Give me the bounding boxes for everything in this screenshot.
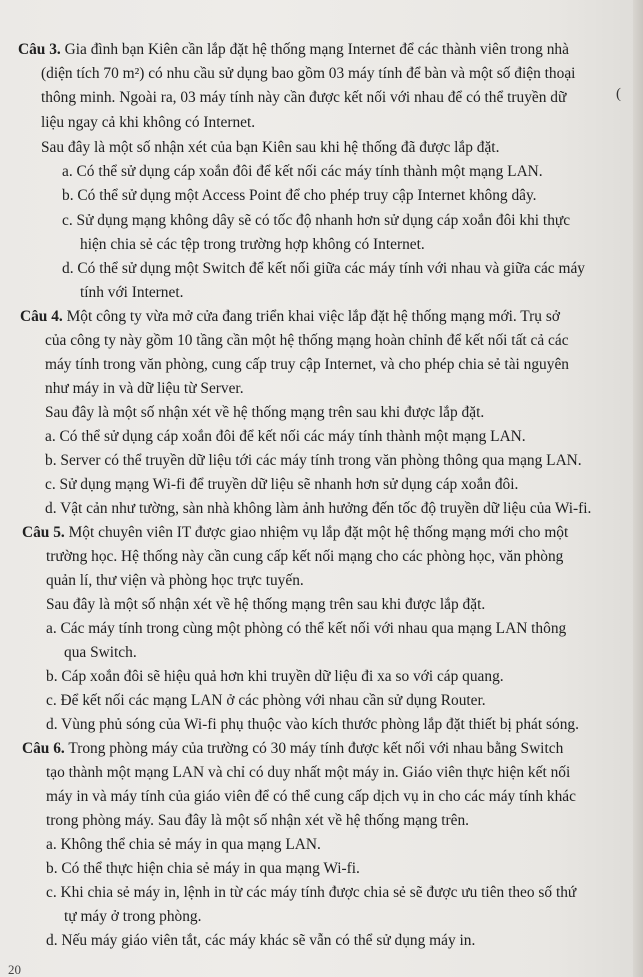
- q3-option-d: d. Có thể sử dụng một Switch để kết nối giữa các máy tính với nhau và giữa các máy: [62, 260, 585, 277]
- q5-option-c: c. Để kết nối các mạng LAN ở các phòng với nhau cần sử dụng Router.: [46, 692, 486, 709]
- q3-number: Câu 3.: [18, 41, 61, 58]
- q6-option-c-cont: tự máy ở trong phòng.: [64, 908, 202, 925]
- q6-option-a: a. Không thể chia sẻ máy in qua mạng LAN.: [46, 836, 321, 853]
- q3-option-b: b. Có thể sử dụng một Access Point để cho phép truy cập Internet không dây.: [62, 187, 537, 204]
- q4-line-1: Câu 4. Một công ty vừa mở cửa đang triển khai việc lắp đặt hệ thống mạng mới. Trụ sở: [20, 308, 560, 325]
- q3-line-2: (diện tích 70 m²) có nhu cầu sử dụng bao gồm 03 máy tính để bàn và một số điện thoại: [41, 65, 576, 82]
- q5-line-2: trường học. Hệ thống này cần cung cấp kết nối mạng cho các phòng học, văn phòng: [46, 548, 564, 565]
- q3-intro: Sau đây là một số nhận xét của bạn Kiên sau khi hệ thống đã được lắp đặt.: [41, 139, 500, 156]
- q4-intro: Sau đây là một số nhận xét về hệ thống mạng trên sau khi được lắp đặt.: [45, 404, 485, 421]
- q5-line-1: Câu 5. Một chuyên viên IT được giao nhiệm vụ lắp đặt một hệ thống mạng mới cho một: [22, 524, 569, 541]
- q5-number: Câu 5.: [22, 524, 65, 541]
- q3-option-c-cont: hiện chia sẻ các tệp trong trường hợp không có Internet.: [80, 236, 425, 253]
- q4-option-c: c. Sử dụng mạng Wi-fi để truyền dữ liệu sẽ nhanh hơn sử dụng cáp xoắn đôi.: [45, 476, 519, 493]
- q5-intro: Sau đây là một số nhận xét về hệ thống mạng trên sau khi được lắp đặt.: [46, 596, 486, 613]
- q3-option-d-cont: tính với Internet.: [80, 284, 184, 301]
- q3-line-1: Câu 3. Gia đình bạn Kiên cần lắp đặt hệ thống mạng Internet để các thành viên trong nhà: [18, 41, 569, 58]
- q6-line-4: trong phòng máy. Sau đây là một số nhận xét về hệ thống mạng trên.: [46, 812, 470, 829]
- q4-option-d: d. Vật cản như tường, sàn nhà không làm ảnh hưởng đến tốc độ truyền dữ liệu của Wi-fi.: [45, 500, 592, 517]
- q5-option-a-cont: qua Switch.: [64, 644, 137, 661]
- q3-option-a: a. Có thể sử dụng cáp xoắn đôi để kết nối các máy tính thành một mạng LAN.: [62, 163, 543, 180]
- q5-option-d: d. Vùng phủ sóng của Wi-fi phụ thuộc vào kích thước phòng lắp đặt thiết bị phát sóng.: [46, 716, 579, 733]
- q5-line-3: quản lí, thư viện và phòng học trực tuyến.: [46, 572, 304, 589]
- q6-line-3: máy in và máy tính của giáo viên để có thể cung cấp dịch vụ in cho các máy tính khác: [46, 788, 576, 805]
- q4-number: Câu 4.: [20, 308, 63, 325]
- q3-line-3: thông minh. Ngoài ra, 03 máy tính này cần được kết nối với nhau để có thể truyền dữ: [41, 89, 567, 106]
- q6-line-2: tạo thành một mạng LAN và chỉ có duy nhất một máy in. Giáo viên thực hiện kết nối: [46, 764, 571, 781]
- q4-line-2: của công ty này gồm 10 tầng cần một hệ thống mạng hoàn chỉnh để kết nối tất cả các: [45, 332, 569, 349]
- q4-option-a: a. Có thể sử dụng cáp xoắn đôi để kết nối các máy tính thành một mạng LAN.: [45, 428, 526, 445]
- q6-option-c: c. Khi chia sẻ máy in, lệnh in từ các máy tính được chia sẻ sẽ được ưu tiên theo số thứ: [46, 884, 577, 901]
- q3-line-4: liệu ngay cả khi không có Internet.: [41, 114, 256, 131]
- q4-line-3: máy tính trong văn phòng, cung cấp truy cập Internet, và cho phép chia sẻ tài nguyên: [45, 356, 569, 373]
- q6-line-1: Câu 6. Trong phòng máy của trường có 30 máy tính được kết nối với nhau bằng Switch: [22, 740, 564, 757]
- q3-option-c: c. Sử dụng mạng không dây sẽ có tốc độ nhanh hơn sử dụng cáp xoắn đôi khi thực: [62, 212, 571, 229]
- page-edge: [633, 0, 643, 977]
- q4-option-b: b. Server có thể truyền dữ liệu tới các máy tính trong văn phòng thông qua mạng LAN.: [45, 452, 582, 469]
- q6-option-b: b. Có thể thực hiện chia sẻ máy in qua mạng Wi-fi.: [46, 860, 360, 877]
- q6-number: Câu 6.: [22, 740, 65, 757]
- q6-option-d: d. Nếu máy giáo viên tắt, các máy khác sẽ vẫn có thể sử dụng máy in.: [46, 932, 476, 949]
- margin-mark: (: [616, 86, 621, 102]
- q5-option-a: a. Các máy tính trong cùng một phòng có thể kết nối với nhau qua mạng LAN thông: [46, 620, 567, 637]
- q5-option-b: b. Cáp xoắn đôi sẽ hiệu quả hơn khi truyền dữ liệu đi xa so với cáp quang.: [46, 668, 504, 685]
- page-number: 20: [8, 962, 21, 977]
- q4-line-4: như máy in và dữ liệu từ Server.: [45, 380, 244, 397]
